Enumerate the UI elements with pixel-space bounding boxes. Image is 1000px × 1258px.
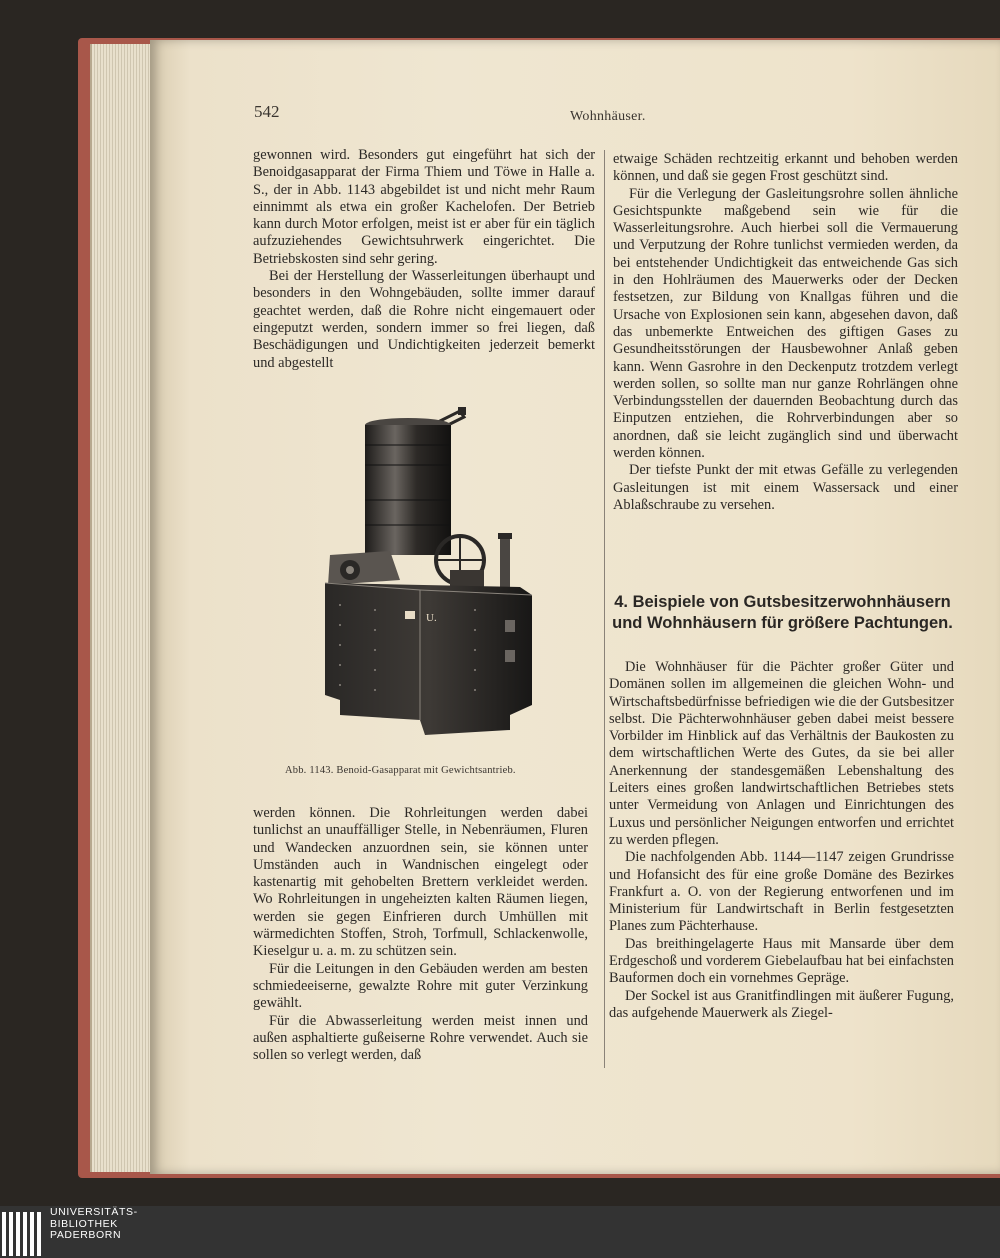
paragraph: Für die Leitungen in den Gebäuden werden am besten schmiedeeiserne, gewalzte Rohre mit guter Verzinkung gewählt.	[253, 960, 588, 1012]
library-name	[50, 1207, 138, 1242]
library-footer-bar	[0, 1206, 1000, 1258]
library-logo-icon	[0, 1208, 44, 1258]
paragraph: Die nachfolgenden Abb. 1144—1147 zeigen Grundrisse und Hofansicht des für eine große Domäne des Bezirkes Frankfurt a. O. von der Regierung entworfenen und im Ministerium für Landwirtschaft in Berlin festgesetzten Planes zum Pächterhause.	[609, 849, 954, 935]
library-name-line3: PADERBORN	[50, 1229, 122, 1241]
running-title: Wohnhäuser.	[570, 109, 646, 124]
library-name-line1: UNIVERSITÄTS-	[50, 1206, 138, 1218]
page-number: 542	[254, 102, 280, 121]
section-heading: 4. Beispiele von Gutsbesitzerwohnhäusern und Wohnhäusern für größere Pachtungen.	[612, 593, 953, 632]
library-name-line2: BIBLIOTHEK	[50, 1217, 118, 1230]
paragraph: Bei der Herstellung der Wasserleitungen überhaupt und besonders in den Wohngebäuden, sollte immer darauf geachtet werden, daß die Rohre nicht eingemauert oder eingeputzt werden, sondern immer so frei liegen, daß Beschädigungen und Undichtigkeiten jederzeit bemerkt und abgestellt	[253, 268, 595, 371]
paragraph: gewonnen wird. Besonders gut eingeführt hat sich der Benoidgasapparat der Firma Thiem und Töwe in Halle a. S., der in Abb. 1143 abgebildet ist und nicht mehr Raum einnimmt als etwa ein großer Kachelofen. Der Betrieb kann durch Motor erfolgen, meist ist er aber für ein täglich aufzuziehendes Gewichtsuhrwerk eingerichtet. Die Betriebskosten sind sehr gering.	[253, 147, 595, 267]
paragraph: Der Sockel ist aus Granitfindlingen mit äußerer Fugung, das aufgehende Mauerwerk als Ziegel-	[609, 987, 954, 1021]
left-column-top	[253, 147, 595, 372]
right-column-top	[613, 151, 958, 514]
column-divider	[604, 150, 605, 1068]
figure-caption: Abb. 1143. Benoid-Gasapparat mit Gewichtsantrieb.	[285, 765, 516, 776]
gas-apparatus-illustration	[320, 405, 540, 750]
right-column-bottom	[609, 659, 954, 1022]
paragraph: Die Wohnhäuser für die Pächter großer Güter und Domänen sollen im allgemeinen die gleichen Wohn- und Wirtschaftsbedürfnisse befriedigen wie die der Gutsbesitzer selbst. Die Pächterwohnhäuser geben dabei meist bessere Vorbilder im Hinblick auf das Verhältnis der Baukosten zu dem wirtschaftlichen Werte des Gutes, da sie bei aller Anerkennung der standesgemäßen Lebenshaltung des Leiters eines großen landwirtschaftlichen Betriebes stets unter Vermeidung von Anlagen und Einrichtungen des Luxus und persönlicher Neigungen entworfen und errichtet zu werden pflegen.	[609, 659, 954, 848]
paragraph: etwaige Schäden rechtzeitig erkannt und behoben werden können, und daß sie gegen Frost geschützt sind.	[613, 151, 958, 185]
plate-label: U.	[426, 612, 437, 624]
paragraph: Der tiefste Punkt der mit etwas Gefälle zu verlegenden Gasleitungen ist mit einem Wassersack und einer Ablaßschraube zu versehen.	[613, 462, 958, 513]
paragraph: Das breithingelagerte Haus mit Mansarde über dem Erdgeschoß und vorderem Giebelaufbau hat bei einfachsten Bauformen doch ein vornehmes Gepräge.	[609, 935, 954, 987]
paragraph: werden können. Die Rohrleitungen werden dabei tunlichst an unauffälliger Stelle, in Nebenräumen, Fluren und Wandecken anzuordnen sein, sie können unter Umständen auch in Wandnischen eingelegt oder kastenartig mit gehobelten Brettern verkleidet werden. Wo Rohrleitungen in ungeheizten kalten Räumen liegen, werden sie gegen Einfrieren durch Umhüllen mit wärmedichten Stoffen, Stroh, Torfmull, Schlackenwolle, Kieselgur u. a. m. zu schützen sein.	[253, 805, 588, 960]
paragraph: Für die Verlegung der Gasleitungsrohre sollen ähnliche Gesichtspunkte maßgebend sein wie für die Wasserleitungsrohre. Auch hierbei soll die Vermauerung und Verputzung der Rohre tunlichst vermieden werden, da bei entstehender Undichtigkeit das entweichende Gas sich in den Hohlräumen des Mauerwerks oder der Decken festsetzen, zur Bildung von Knallgas führen und die Ursache von Explosionen sein kann, abgesehen davon, daß das unbemerkte Entweichen des giftigen Gases zu Gesundheitsstörungen der Hausbewohner Anlaß geben kann. Wenn Gasrohre in den Deckenputz trotzdem verlegt werden sollen, so sollte man nur ganze Rohrlängen ohne Verbindungsstellen der dauernden Beobachtung durch das Einputzen entziehen, die Rohrverbindungen aber so anordnen, daß sie leicht zugänglich sind und überwacht werden können.	[613, 185, 958, 462]
left-column-bottom	[253, 805, 588, 1064]
paragraph: Für die Abwasserleitung werden meist innen und außen asphaltierte gußeiserne Rohre verwendet. Auch sie sollen so verlegt werden, daß	[253, 1012, 588, 1064]
